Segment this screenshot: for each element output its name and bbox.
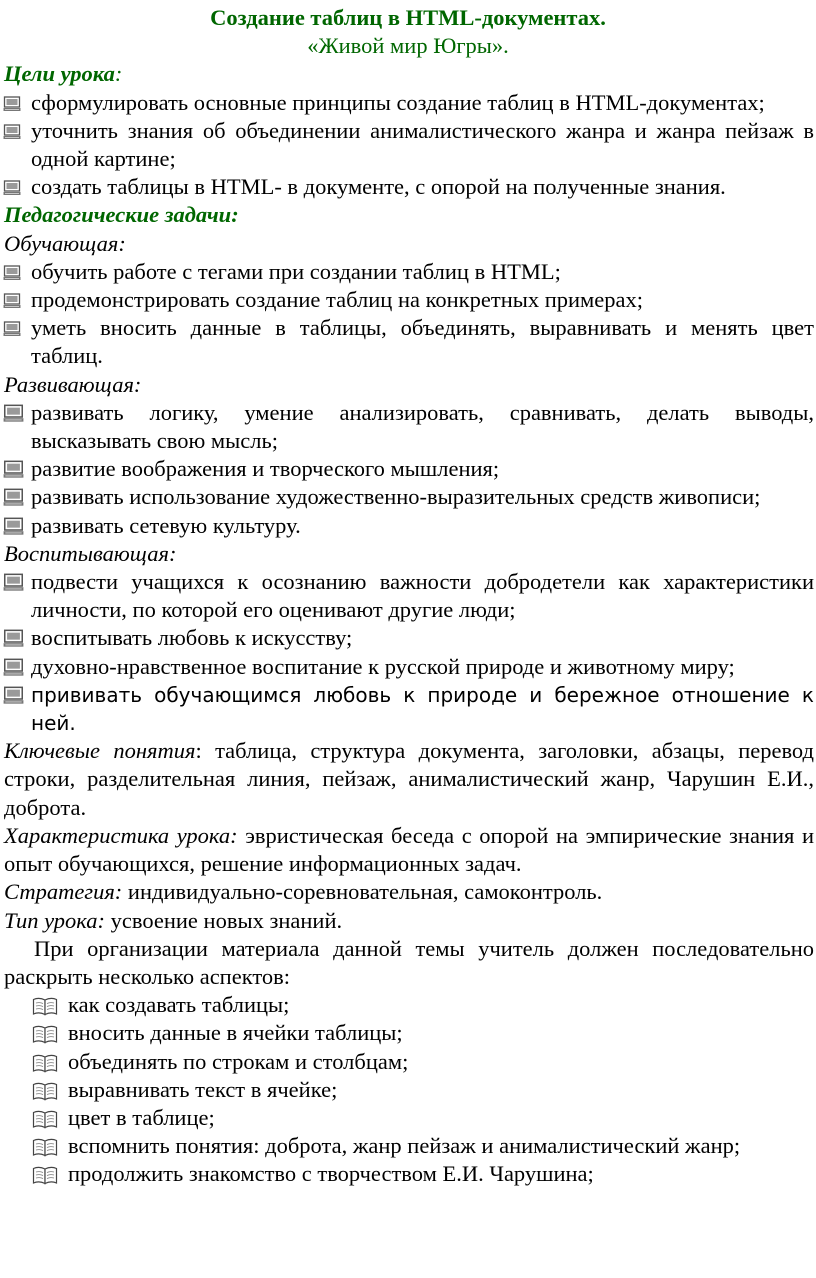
computer-icon xyxy=(3,517,24,536)
list-item: уметь вносить данные в таблицы, объединять, выравнивать и менять цвет таблиц. xyxy=(0,314,816,370)
tasks-heading: Педагогические задачи: xyxy=(4,202,239,228)
open-book-icon xyxy=(32,1054,58,1074)
computer-icon xyxy=(3,321,21,337)
list-item: духовно-нравственное воспитание к русской природе и животному миру; xyxy=(0,653,816,681)
list-item: сформулировать основные принципы создание таблиц в HTML-документах; xyxy=(0,89,816,117)
educating-heading: Воспитывающая: xyxy=(4,540,177,566)
list-item: развивать сетевую культуру. xyxy=(0,512,816,540)
lesson-characteristic-paragraph: Характеристика урока: эвристическая беседа с опорой на эмпирические знания и опыт обучающихся, решение информационных задач. xyxy=(4,822,815,877)
list-item: цвет в таблице; xyxy=(0,1104,816,1132)
list-item: создать таблицы в HTML- в документе, с опорой на полученные знания. xyxy=(0,173,816,201)
computer-icon xyxy=(3,96,21,112)
aspects-list xyxy=(0,991,816,1188)
lesson-type-paragraph: Тип урока: усвоение новых знаний. xyxy=(4,907,343,933)
document-subtitle: «Живой мир Югры». xyxy=(307,33,509,59)
list-item: как создавать таблицы; xyxy=(0,991,816,1019)
list-item: вносить данные в ячейки таблицы; xyxy=(0,1019,816,1047)
goals-heading: Цели урока: xyxy=(4,61,123,87)
computer-icon xyxy=(3,629,24,648)
open-book-icon xyxy=(32,1138,58,1158)
computer-icon xyxy=(3,404,24,423)
open-book-icon xyxy=(32,1025,58,1045)
computer-icon xyxy=(3,686,24,705)
computer-icon xyxy=(3,265,21,281)
educating-list xyxy=(0,568,816,737)
computer-icon xyxy=(3,293,21,309)
developing-list xyxy=(0,399,816,540)
strategy-paragraph: Стратегия: индивидуально-соревновательная, самоконтроль. xyxy=(4,879,603,905)
document-page xyxy=(0,4,816,1278)
list-item: вспомнить понятия: доброта, жанр пейзаж и анималистический жанр; xyxy=(0,1132,816,1160)
list-item: объединять по строкам и столбцам; xyxy=(0,1048,816,1076)
computer-icon xyxy=(3,658,24,677)
list-item: воспитывать любовь к искусству; xyxy=(0,624,816,652)
computer-icon xyxy=(3,460,24,479)
key-concepts-paragraph: Ключевые понятия: таблица, структура документа, заголовки, абзацы, перевод строки, разделительная линия, пейзаж, анималистический жанр, Чарушин Е.И., доброта. xyxy=(4,738,814,820)
teaching-heading: Обучающая: xyxy=(4,230,126,256)
goals-list xyxy=(0,89,816,202)
computer-icon xyxy=(3,488,24,507)
list-item: обучить работе с тегами при создании таблиц в HTML; xyxy=(0,258,816,286)
list-item: подвести учащихся к осознанию важности добродетели как характеристики личности, по которой его оценивают другие люди; xyxy=(0,568,816,624)
open-book-icon xyxy=(32,1166,58,1186)
computer-icon xyxy=(3,573,24,592)
list-item: развитие воображения и творческого мышления; xyxy=(0,455,816,483)
developing-heading: Развивающая: xyxy=(4,371,142,397)
list-item: продемонстрировать создание таблиц на конкретных примерах; xyxy=(0,286,816,314)
intro-paragraph: При организации материала данной темы учитель должен последовательно раскрыть несколько аспектов: xyxy=(4,935,814,989)
list-item: уточнить знания об объединении анималистического жанра и жанра пейзаж в одной картине; xyxy=(0,117,816,173)
list-item: продолжить знакомство с творчеством Е.И. Чарушина; xyxy=(0,1160,816,1188)
document-title: Создание таблиц в HTML-документах. xyxy=(210,5,606,30)
list-item: развивать использование художественно-выразительных средств живописи; xyxy=(0,483,816,511)
open-book-icon xyxy=(32,1110,58,1130)
list-item: развивать логику, умение анализировать, сравнивать, делать выводы, высказывать свою мысль; xyxy=(0,399,816,455)
computer-icon xyxy=(3,180,21,196)
list-item: прививать обучающимся любовь к природе и бережное отношение к ней. xyxy=(0,681,816,737)
list-item: выравнивать текст в ячейке; xyxy=(0,1076,816,1104)
open-book-icon xyxy=(32,997,58,1017)
teaching-list xyxy=(0,258,816,371)
open-book-icon xyxy=(32,1082,58,1102)
computer-icon xyxy=(3,124,21,140)
